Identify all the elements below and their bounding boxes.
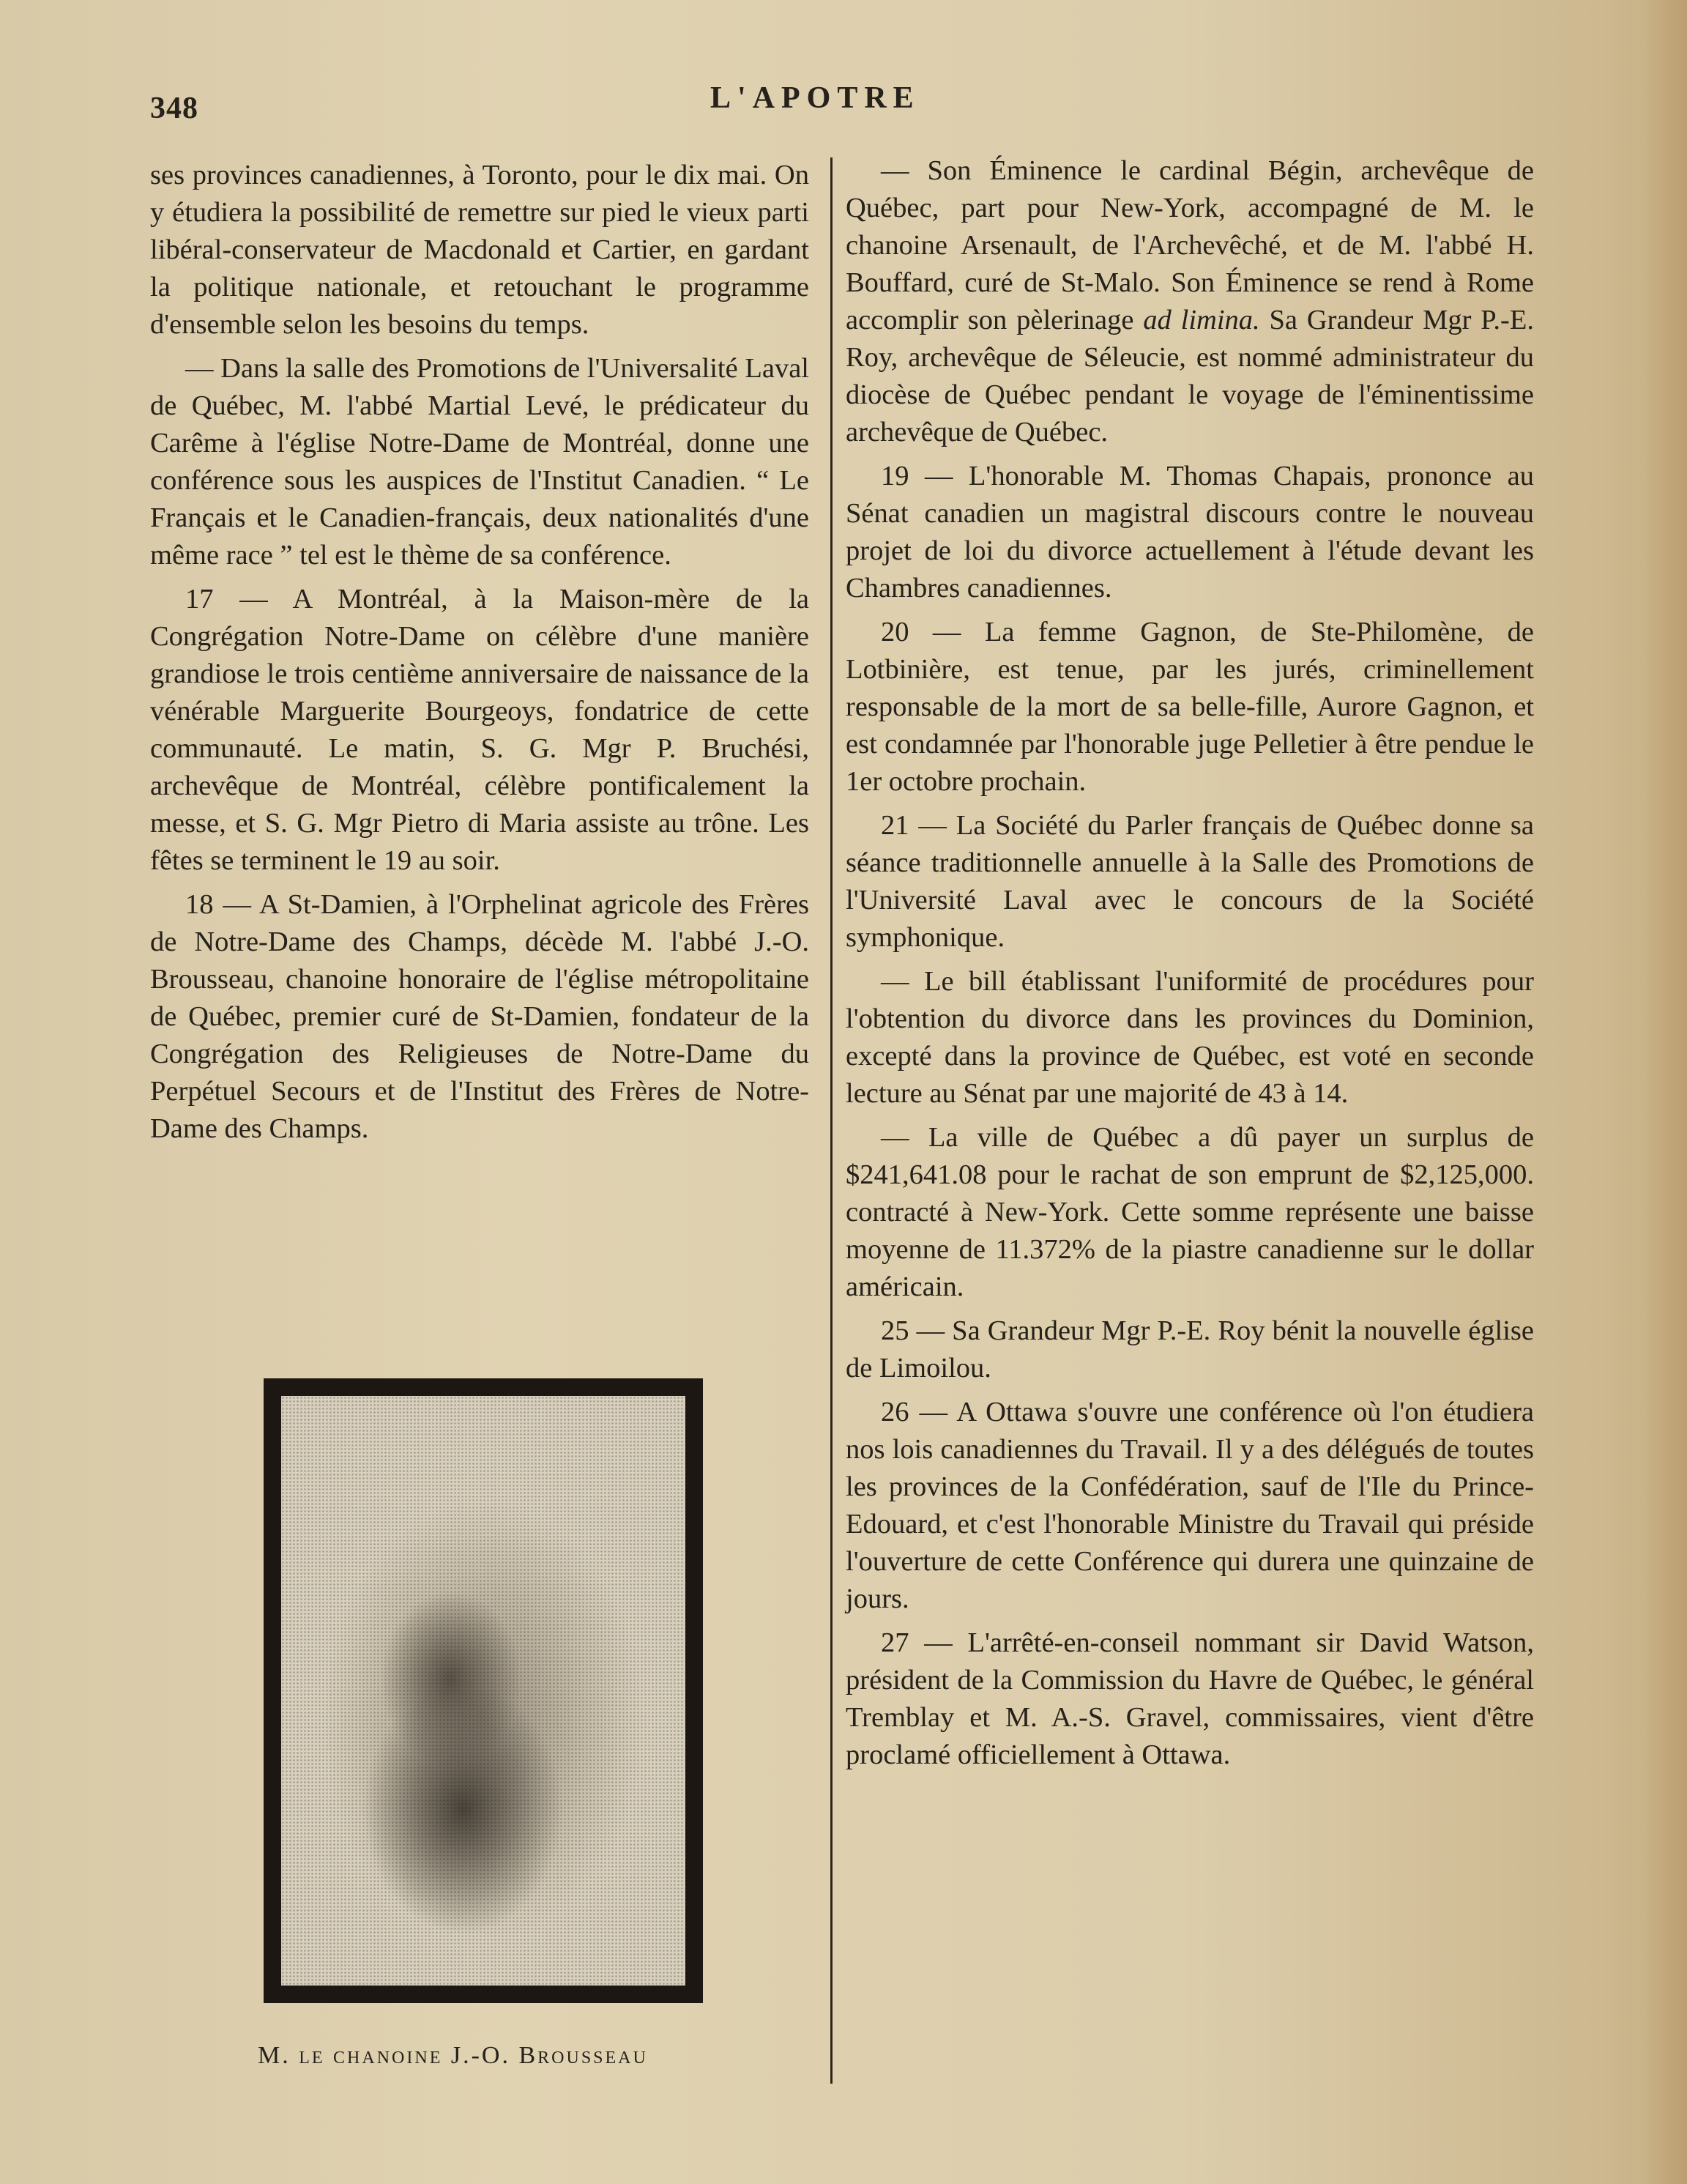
- right-paragraph-7: 25 — Sa Grandeur Mgr P.-E. Roy bénit la nouvelle église de Limoilou.: [846, 1315, 1534, 1383]
- left-paragraph-1: ses provinces canadiennes, à Toronto, pour le dix mai. On y étudiera la possibilité de remettre sur pied le vieux parti libéral-conservateur de Macdonald et Cartier, en gardant la politique nationale, et retouchant le programme d'ensemble selon les besoins du temps.: [150, 160, 809, 340]
- right-paragraph-3: 20 — La femme Gagnon, de Ste-Philomène, de Lotbinière, est tenue, par les jurés, criminellement responsable de la mort de sa belle-fille, Aurore Gagnon, et est condamnée par l'honorable juge Pelletier à être pendue le 1er octobre prochain.: [846, 617, 1534, 797]
- left-paragraph-3: 17 — A Montréal, à la Maison-mère de la Congrégation Notre-Dame on célèbre d'une manière grandiose le trois centième anniversaire de naissance de la vénérable Marguerite Bourgeoys, fondatrice de cette communauté. Le matin, S. G. Mgr P. Bruchési, archevêque de Montréal, célèbre pontificalement la messe, et S. G. Mgr Pietro di Maria assiste au trône. Les fêtes se terminent le 19 au soir.: [150, 584, 809, 876]
- right-paragraph-8: 26 — A Ottawa s'ouvre une conférence où l'on étudiera nos lois canadiennes du Travail. Il y a des délégués de toutes les provinces de la Confédération, sauf de l'Ile du Prince-Edouard, et c'est l'honorable Ministre du Travail qui préside l'ouverture de cette Conférence qui durera une quinzaine de jours.: [846, 1397, 1534, 1614]
- right-paragraph-6: — La ville de Québec a dû payer un surplus de $241,641.08 pour le rachat de son emprunt de $2,125,000. contracté à New-York. Cette somme représente une baisse moyenne de 11.372% de la piastre canadienne sur le dollar américain.: [846, 1122, 1534, 1302]
- right-paragraph-2: 19 — L'honorable M. Thomas Chapais, prononce au Sénat canadien un magistral discours contre le nouveau projet de loi du divorce actuellement à l'étude devant les Chambres canadiennes.: [846, 461, 1534, 603]
- right-paragraph-1-italic: ad limina.: [1143, 305, 1260, 335]
- portrait-photo-frame: [264, 1378, 703, 2003]
- page-edge-shadow: [1643, 0, 1687, 2184]
- page-number: 348: [150, 92, 198, 125]
- photo-caption: M. le chanoine J.-O. Brousseau: [258, 2042, 648, 2069]
- right-paragraph-1-text-b: Sa Grandeur Mgr P.-E. Roy, archevêque de Séleucie, est nommé administrateur du diocèse de Québec pendant le voyage de l'éminentissime archevêque de Québec.: [846, 305, 1534, 447]
- right-paragraph-1: [846, 152, 1534, 451]
- left-column: [150, 157, 809, 1154]
- left-paragraph-2: — Dans la salle des Promotions de l'Universalité Laval de Québec, M. l'abbé Martial Levé, le prédicateur du Carême à l'église Notre-Dame de Montréal, donne une conférence sous les auspices de l'Institut Canadien. “ Le Français et le Canadien-français, deux nationalités d'une même race ” tel est le thème de sa conférence.: [150, 353, 809, 571]
- running-title: L'APOTRE: [710, 81, 920, 115]
- column-divider: [830, 157, 833, 2084]
- left-paragraph-4: 18 — A St-Damien, à l'Orphelinat agricole des Frères de Notre-Dame des Champs, décède M. l'abbé J.-O. Brousseau, chanoine honoraire de l'église métropolitaine de Québec, premier curé de St-Damien, fondateur de la Congrégation des Religieuses de Notre-Dame du Perpétuel Secours et de l'Institut des Frères de Notre-Dame des Champs.: [150, 889, 809, 1144]
- right-paragraph-1-text-a: — Son Éminence le cardinal Bégin, archevêque de Québec, part pour New-York, accompagné de M. le chanoine Arsenault, de l'Archevêché, et de M. l'abbé H. Bouffard, curé de St-Malo. Son Éminence se rend à Rome accomplir son pèlerinage: [846, 155, 1534, 335]
- right-paragraph-5: — Le bill établissant l'uniformité de procédures pour l'obtention du divorce dans les provinces du Dominion, excepté dans la province de Québec, est voté en seconde lecture au Sénat par une majorité de 43 à 14.: [846, 966, 1534, 1109]
- right-paragraph-9: 27 — L'arrêté-en-conseil nommant sir David Watson, président de la Commission du Havre de Québec, le général Tremblay et M. A.-S. Gravel, commissaires, vient d'être proclamé officiellement à Ottawa.: [846, 1627, 1534, 1770]
- right-column: [846, 152, 1534, 1780]
- right-paragraph-4: 21 — La Société du Parler français de Québec donne sa séance traditionnelle annuelle à la Salle des Promotions de l'Université Laval avec le concours de la Société symphonique.: [846, 810, 1534, 953]
- portrait-photo: [281, 1396, 685, 1986]
